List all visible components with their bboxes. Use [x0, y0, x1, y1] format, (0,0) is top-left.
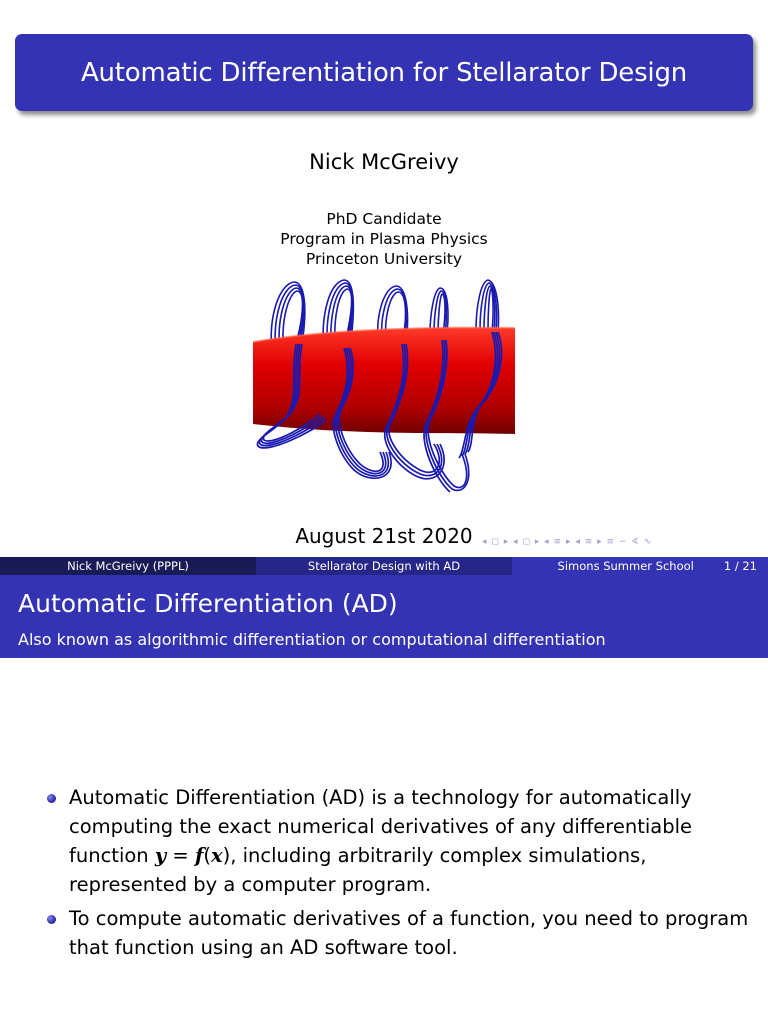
- stellarator-coils-figure: [250, 274, 518, 494]
- footer-right: [512, 557, 768, 575]
- bullet-text-with-math: [69, 841, 755, 870]
- affiliation-block: [0, 209, 768, 269]
- presentation-title: Automatic Differentiation for Stellarator Design: [80, 57, 688, 88]
- frame-title: Automatic Differentiation (AD): [18, 589, 398, 618]
- beamer-navigation-icons[interactable]: ◂ ◻ ▸ ◂ ◻ ▸ ◂ ≡ ▸ ◂ ≡ ▸ ≡ ∽ ∢ ∿: [482, 537, 653, 547]
- list-item: [45, 783, 755, 899]
- slide-footline: [0, 557, 768, 575]
- bullet-text: function: [69, 844, 155, 867]
- bullet-text: To compute automatic derivatives of a function, you need to program: [69, 907, 749, 930]
- presentation-date: August 21st 2020: [295, 524, 473, 548]
- math-equals: =: [166, 844, 195, 867]
- bullet-icon: [47, 915, 56, 924]
- footer-event: Simons Summer School: [557, 559, 694, 573]
- author-name: Nick McGreivy: [309, 150, 459, 174]
- footer-author: Nick McGreivy (PPPL): [0, 557, 256, 575]
- bullet-icon: [47, 794, 56, 803]
- math-open-paren: (: [203, 844, 211, 867]
- affiliation-university: Princeton University: [305, 250, 463, 268]
- bullet-text: , including arbitrarily complex simulations,: [230, 844, 647, 867]
- bullet-text: computing the exact numerical derivatives of any differentiable: [69, 815, 693, 838]
- math-x: x: [210, 844, 223, 867]
- bullet-list: [45, 783, 755, 967]
- math-f: f: [194, 844, 204, 867]
- title-banner: [15, 34, 753, 111]
- bullet-text: that function using an AD software tool.: [69, 936, 458, 959]
- frame-title-bar: [0, 575, 768, 658]
- bullet-text: represented by a computer program.: [69, 873, 432, 896]
- list-item: [45, 904, 755, 962]
- math-close-paren: ): [222, 844, 231, 867]
- affiliation-position: PhD Candidate: [326, 210, 442, 228]
- math-y: y: [154, 844, 167, 867]
- bullet-text: Automatic Differentiation (AD) is a technology for automatically: [69, 786, 692, 809]
- footer-short-title: Stellarator Design with AD: [256, 557, 512, 575]
- footer-page-number: 1 / 21: [723, 559, 757, 573]
- frame-subtitle: Also known as algorithmic differentiation or computational differentiation: [18, 630, 606, 649]
- affiliation-program: Program in Plasma Physics: [280, 230, 488, 248]
